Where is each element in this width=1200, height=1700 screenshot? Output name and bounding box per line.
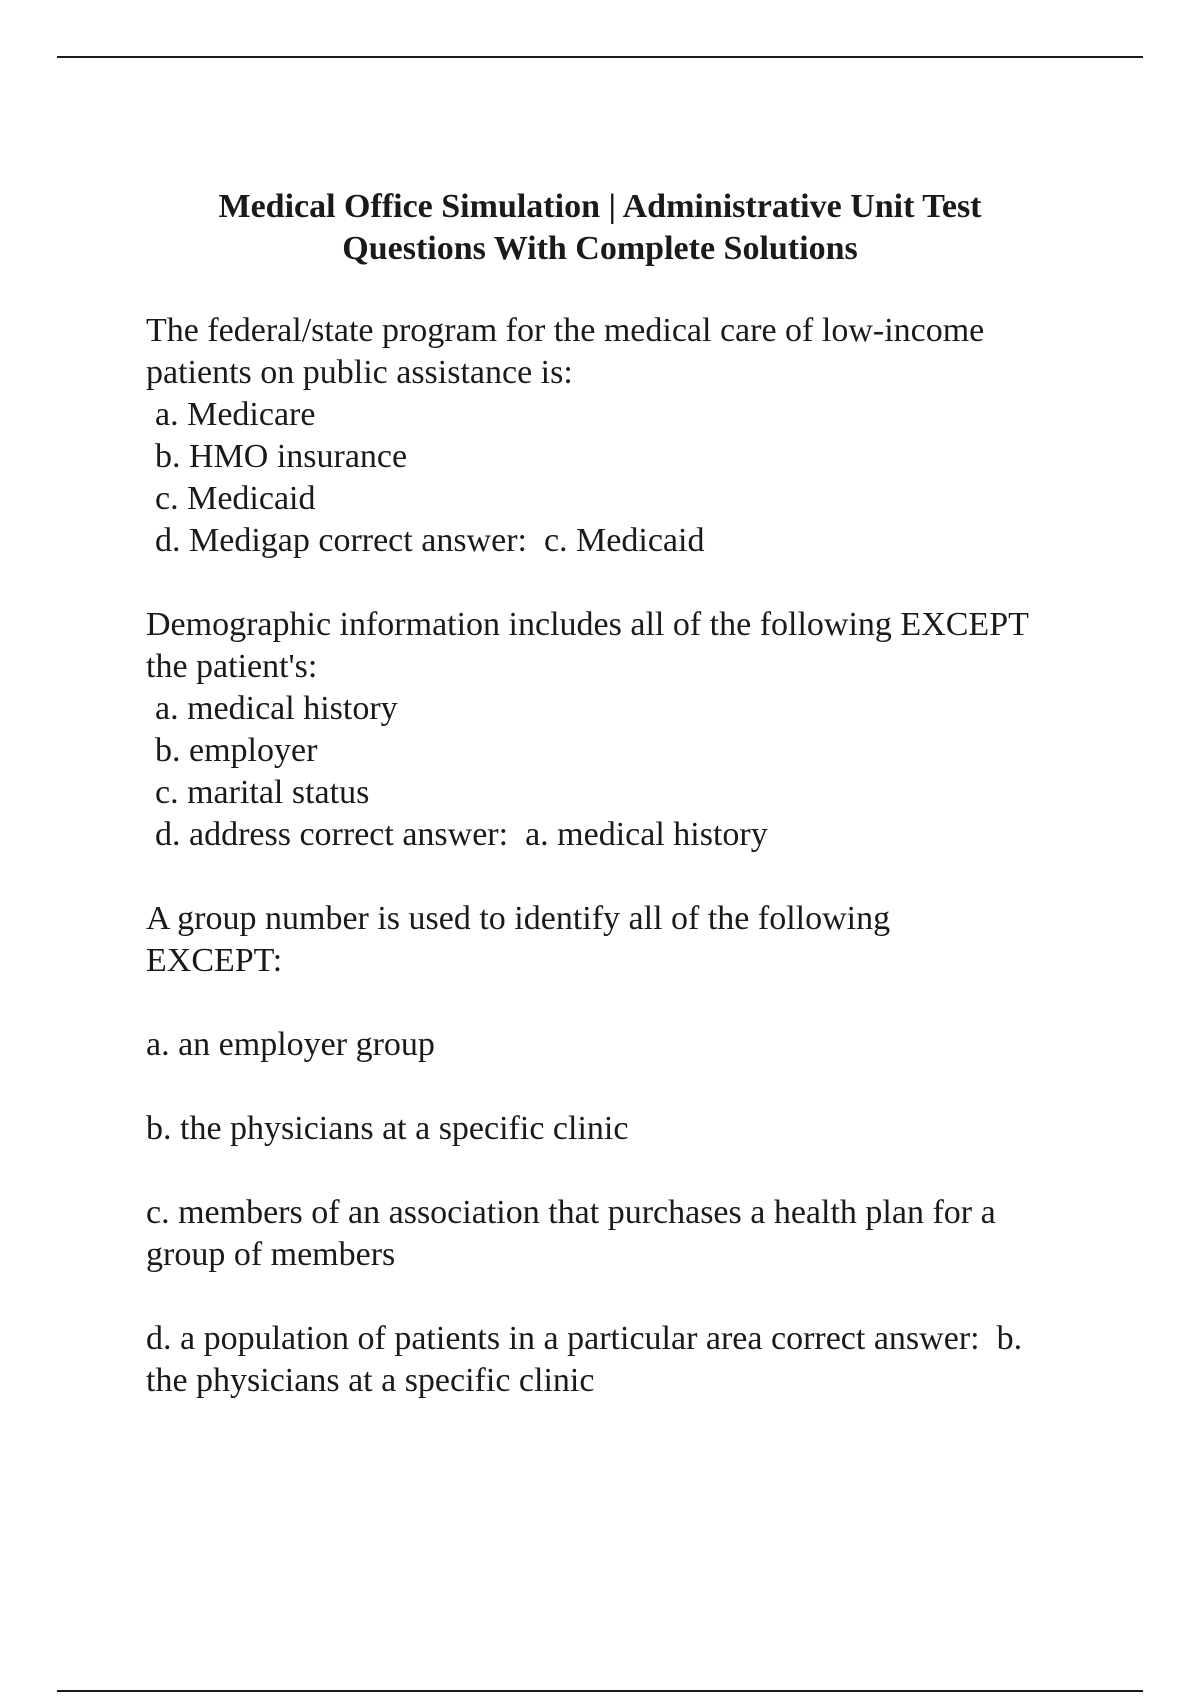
- answer-option-d: d. address correct answer: a. medical history: [155, 816, 768, 853]
- title-line-2: Questions With Complete Solutions: [342, 230, 858, 267]
- answer-option-b: b. the physicians at a specific clinic: [146, 1110, 629, 1147]
- document-title: [100, 186, 1100, 270]
- question-2: [146, 604, 1106, 856]
- answer-option-a: a. an employer group: [146, 1026, 435, 1063]
- answer-option-d: d. Medigap correct answer: c. Medicaid: [155, 522, 705, 559]
- question-stem: A group number is used to identify all of the following: [146, 900, 891, 937]
- answer-option-c: c. members of an association that purchases a health plan for a: [146, 1194, 996, 1231]
- answer-option-b: b. employer: [155, 732, 318, 769]
- answer-option-c-continued: group of members: [146, 1236, 396, 1273]
- footer-rule: [57, 1690, 1143, 1692]
- title-line-1: Medical Office Simulation | Administrative Unit Test: [218, 188, 982, 225]
- answer-option-a: a. Medicare: [155, 396, 316, 433]
- question-stem: EXCEPT:: [146, 942, 283, 979]
- document-body: [146, 310, 1106, 1444]
- answer-option-b: b. HMO insurance: [155, 438, 408, 475]
- question-3: [146, 898, 1106, 1402]
- answer-option-c: c. Medicaid: [155, 480, 316, 517]
- question-stem: patients on public assistance is:: [146, 354, 573, 391]
- answer-option-c: c. marital status: [155, 774, 370, 811]
- answer-option-d: d. a population of patients in a particular area correct answer: b.: [146, 1320, 1023, 1357]
- answer-option-d-continued: the physicians at a specific clinic: [146, 1362, 595, 1399]
- header-rule: [57, 56, 1143, 58]
- answer-option-a: a. medical history: [155, 690, 398, 727]
- question-stem: The federal/state program for the medical care of low-income: [146, 312, 985, 349]
- question-stem: the patient's:: [146, 648, 318, 685]
- question-1: [146, 310, 1106, 562]
- question-stem: Demographic information includes all of the following EXCEPT: [146, 606, 1029, 643]
